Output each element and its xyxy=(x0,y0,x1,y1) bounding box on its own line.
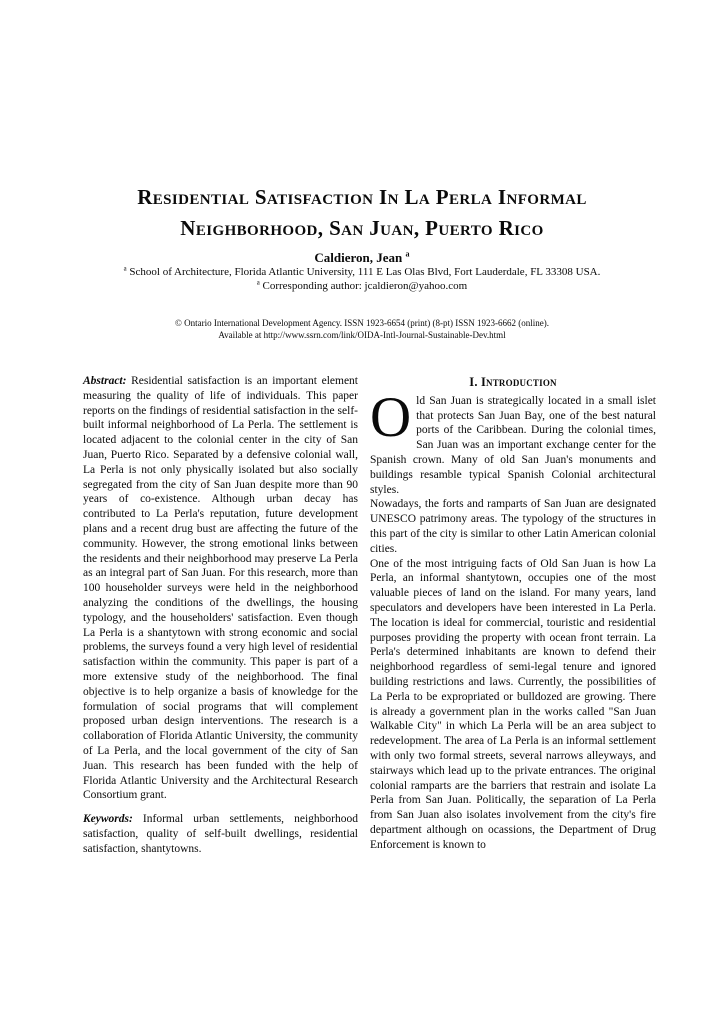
abstract-label: Abstract: xyxy=(83,375,127,387)
introduction-heading: I. Introduction xyxy=(469,375,557,389)
two-column-body xyxy=(83,374,656,857)
author-name: Caldieron, Jean xyxy=(314,250,403,265)
right-column xyxy=(370,374,656,857)
paper-header xyxy=(0,0,724,341)
paper-title-line-2: Neighborhood, San Juan, Puerto Rico xyxy=(180,216,544,240)
corresponding-author-line xyxy=(0,280,724,294)
affiliation-marker: a xyxy=(123,265,127,273)
paper-title xyxy=(40,182,684,244)
corresponding-marker: a xyxy=(256,278,260,286)
copyright-line-2: Available at http://www.ssrn.com/link/OIDA-Intl-Journal-Sustainable-Dev.html xyxy=(218,330,506,340)
intro-paragraph-2: Nowadays, the forts and ramparts of San Juan are designated UNESCO patrimony areas. The typology of the structures in this part of the city is similar to other Latin American colonial cities. xyxy=(370,498,656,555)
author-affiliation-marker: a xyxy=(405,249,410,259)
drop-cap: O xyxy=(370,385,412,449)
keywords-label: Keywords: xyxy=(83,813,133,826)
affiliation-line xyxy=(0,266,724,280)
author-line xyxy=(0,250,724,265)
intro-paragraph-1 xyxy=(370,385,656,498)
copyright-line-1: © Ontario International Development Agency. ISSN 1923-6654 (print) (8-pt) ISSN 1923-6662 (online). xyxy=(175,318,549,328)
corresponding-text: Corresponding author: jcaldieron@yahoo.com xyxy=(262,279,468,292)
left-column xyxy=(83,374,358,857)
intro-paragraph-1-text: ld San Juan is strategically located in a small islet that protects San Juan Bay, one of the best natural ports of the Caribbean. During the colonial times, San Juan was an important exchange center for the Spanish crown. Many of old San Juan's monuments and buildings resamble typical Spanish Colonial architectural styles. xyxy=(370,394,656,496)
paper-title-line-1: Residential Satisfaction In La Perla Informal xyxy=(137,185,587,209)
intro-paragraph-3: One of the most intriguing facts of Old San Juan is how La Perla, an informal shantytown, occupies one of the most valuable pieces of land on the island. For many years, land speculators and developers have been interested in La Perla. The location is ideal for commercial, touristic and residential purposes providing the property with ocean front terrain. La Perla's determined inhabitants are known to defend their neighborhood regardless of semi-legal tenure and ignored building restrictions and laws. Currently, the possibilities of La Perla to be expropriated or bulldozed are growing. There is already a government plan in the works called "San Juan Walkable City" in which La Perla will be an area subject to redevelopment. The area of La Perla is an informal settlement with only two formal streets, several narrows alleyways, and stairways which lead up to the private entrances. The original colonial ramparts are the barriers that restrain and isolate La Perla from San Juan. Politically, the separation of La Perla from San Juan also isolates involvement from the city's fire department although on ocassions, the Department of Drug Enforcement is known to xyxy=(370,557,656,851)
copyright-block xyxy=(0,317,724,341)
keywords-paragraph xyxy=(83,812,358,856)
keywords-text: Informal urban settlements, neighborhood satisfaction, quality of self-built dwellings, residential satisfaction, shantytowns. xyxy=(83,813,358,855)
abstract-text: Residential satisfaction is an important element measuring the quality of life of individuals. This paper reports on the findings of residential satisfaction in the self-built informal neighborhood of La Perla. The settlement is located adjacent to the colonial center in the city of San Juan, Puerto Rico. Separated by a defensive colonial wall, La Perla is not only physically isolated but also socially segregated from the city of San Juan despite more than 90 years of co-existence. Although urban decay has contributed to La Perla's reputation, future development plans and a recent drug bust are affecting the future of the community. However, the strong emotional links between the residents and their neighborhood may preserve La Perla as an integral part of San Juan. For this research, more than 100 householder surveys were held in the neighborhood analyzing the conditions of the dwellings, the housing typology, and the householders' satisfaction. Even though La Perla is a shantytown with strong economic and social problems, the surveys found a very high level of residential satisfaction within the community. This paper is part of a more extensive study of the neighborhood. The final objective is to help organize a basis of knowledge for the formulation of social programs that will complement proposed urban design interventions. The research is a collaboration of Florida Atlantic University, the community of La Perla, and the local government of the city of San Juan. This research has been funded with the help of Florida Atlantic University and the Architectural Research Consortium grant. xyxy=(83,375,359,802)
abstract-paragraph xyxy=(83,374,358,803)
affiliation-text: School of Architecture, Florida Atlantic University, 111 E Las Olas Blvd, Fort Lauderdale, FL 33308 USA. xyxy=(129,266,601,278)
